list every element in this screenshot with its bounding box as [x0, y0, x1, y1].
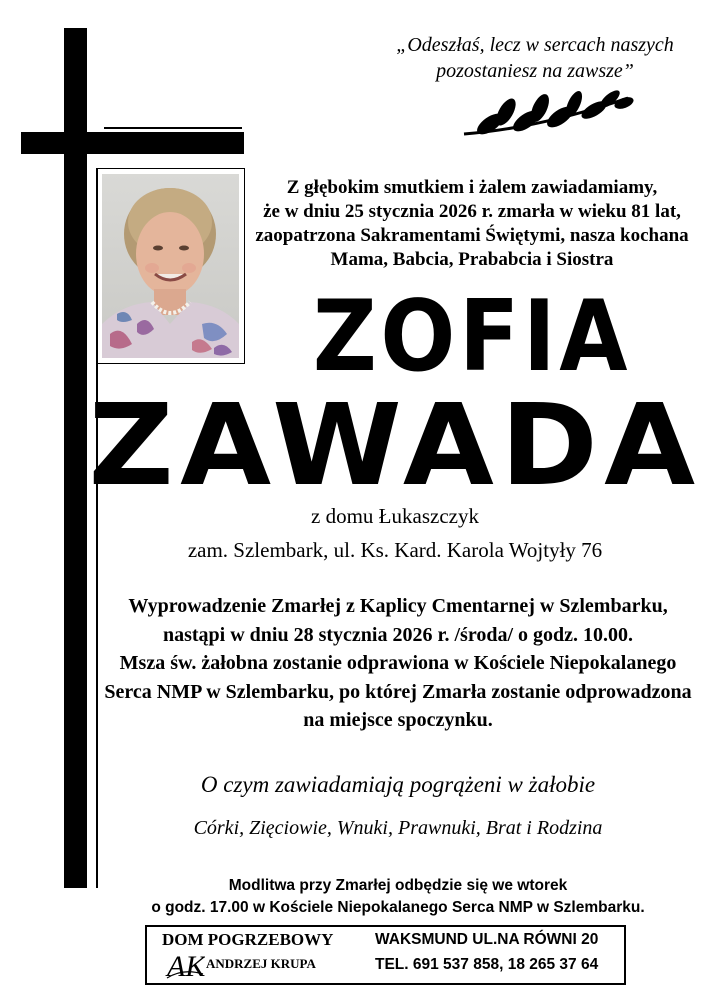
funeral-line-3: Msza św. żałobna zostanie odprawiona w Kościele Niepokalanego: [119, 652, 677, 674]
deceased-first-name: ZOFIA: [312, 280, 632, 394]
mourners-list: Córki, Zięciowie, Wnuki, Prawnuki, Brat i Rodzina: [193, 817, 603, 839]
quote-line-2: pozostaniesz na zawsze”: [436, 60, 634, 82]
funeral-line-1: Wyprowadzenie Zmarłej z Kaplicy Cmentarnej w Szlembarku,: [128, 595, 668, 617]
prayer-line-1: Modlitwa przy Zmarłej odbędzie się we wtorek: [228, 877, 568, 894]
funeral-line-4: Serca NMP w Szlembarku, po której Zmarła zostanie odprowadzona: [104, 680, 692, 703]
funeral-home-owner: ANDRZEJ KRUPA: [206, 956, 316, 971]
funeral-line-5: na miejsce spoczynku.: [303, 709, 493, 731]
prayer-notice: [100, 875, 696, 919]
cross-horizontal-line: [104, 127, 242, 129]
cross-horizontal-bar: [21, 132, 244, 154]
deceased-last-name: ZAWADA: [88, 381, 702, 511]
intro-line-1: Z głębokim smutkiem i żalem zawiadamiamy,: [286, 177, 658, 198]
funeral-details: [100, 592, 696, 735]
funeral-line-2: nastąpi w dniu 28 stycznia 2026 r. /środa/ o godz. 10.00.: [162, 623, 634, 646]
deceased-portrait: [102, 174, 239, 358]
olive-branch-icon: [460, 90, 635, 140]
funeral-home-phone: TEL. 691 537 858, 18 265 37 64: [375, 956, 599, 973]
funeral-home-address: WAKSMUND UL.NA RÓWNI 20: [375, 931, 599, 948]
announcement-intro: [252, 176, 692, 272]
residence-address: zam. Szlembark, ul. Ks. Kard. Karola Wojtyły 76: [187, 538, 603, 562]
intro-line-3: zaopatrzona Sakramentami Świętymi, nasza kochana: [255, 225, 689, 246]
funeral-home-logo: [165, 948, 205, 982]
intro-line-2: że w dniu 25 stycznia 2026 r. zmarła w wieku 81 lat,: [263, 201, 681, 222]
intro-line-4: Mama, Babcia, Prababcia i Siostra: [330, 249, 614, 270]
mourners-intro: O czym zawiadamiają pogrążeni w żałobie: [200, 772, 596, 797]
quote-line-1: „Odeszłaś, lecz w sercach naszych: [396, 34, 674, 56]
memorial-quote: [370, 32, 700, 84]
prayer-line-2: o godz. 17.00 w Kościele Niepokalanego Serca NMP w Szlembarku.: [151, 899, 645, 916]
logo-text: AK: [167, 950, 205, 982]
maiden-name: z domu Łukaszczyk: [311, 504, 479, 528]
funeral-home-name: DOM POGRZEBOWY: [162, 930, 334, 949]
